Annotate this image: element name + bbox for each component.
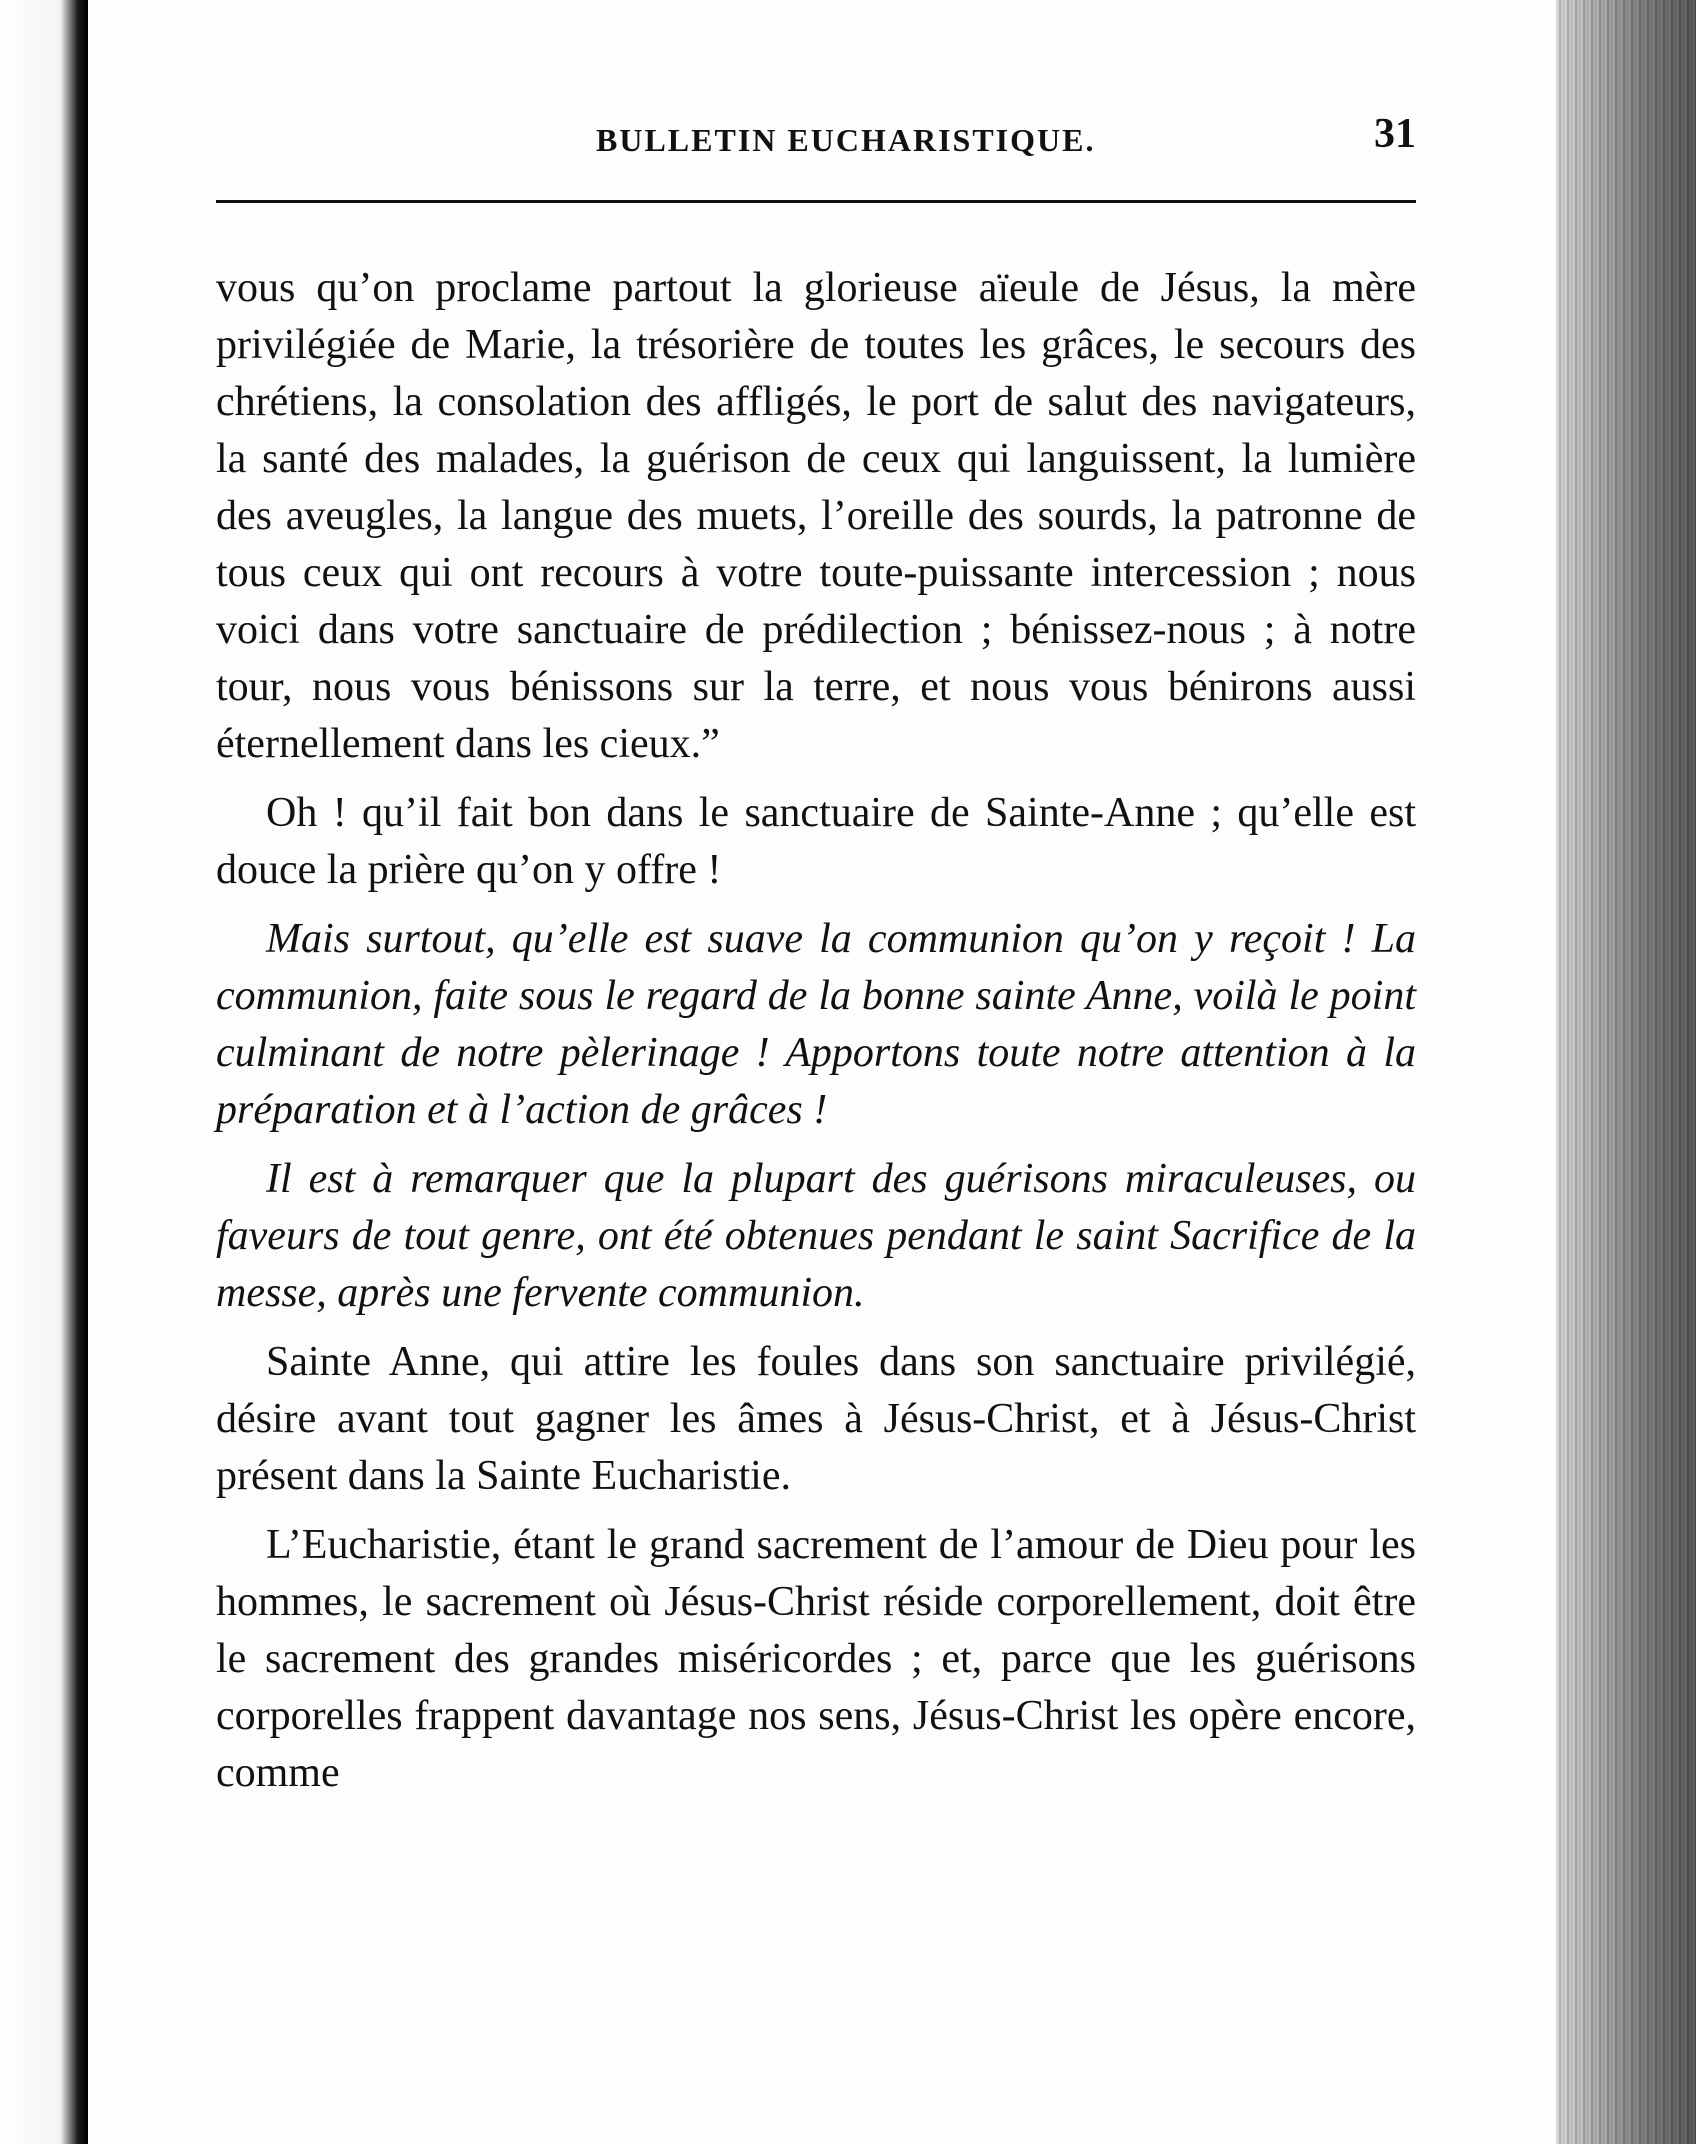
- book-page: [88, 0, 1556, 2144]
- header-rule: [216, 200, 1416, 203]
- book-gutter: [0, 0, 88, 2144]
- paragraph-continuation: vous qu’on proclame partout la glorieuse aïeule de Jésus, la mère privilégiée de Marie, la trésorière de toutes les grâces, le secours des chrétiens, la consolation des affligés, le port de salut des navigateurs, la santé des malades, la guérison de ceux qui languissent, la lumière des aveugles, la langue des muets, l’oreille des sourds, la patronne de tous ceux qui ont recours à votre toute-puissante intercession ; nous voici dans votre sanctuaire de prédilection ; bénissez-nous ; à notre tour, nous vous bénissons sur la terre, et nous vous bénirons aussi éternellement dans les cieux.”: [216, 265, 1416, 767]
- paragraph-italic: Mais surtout, qu’elle est suave la communion qu’on y reçoit ! La communion, faite sous le regard de la bonne sainte Anne, voilà le point culminant de notre pèlerinage ! Apportons toute notre attention à la préparation et à l’action de grâces !: [216, 916, 1416, 1133]
- paragraph: Oh ! qu’il fait bon dans le sanctuaire de Sainte-Anne ; qu’elle est douce la prière qu’on y offre !: [216, 790, 1416, 893]
- paragraph: Sainte Anne, qui attire les foules dans son sanctuaire privilégié, désire avant tout gagner les âmes à Jésus-Christ, et à Jésus-Christ présent dans la Sainte Eucharistie.: [216, 1339, 1416, 1499]
- paragraph-italic: Il est à remarquer que la plupart des guérisons miraculeuses, ou faveurs de tout genre, ont été obtenues pendant le saint Sacrifice de la messe, après une fervente communion.: [216, 1156, 1416, 1316]
- page-stack-edges: [1556, 0, 1696, 2144]
- body-text: [216, 260, 1416, 1814]
- paragraph: L’Eucharistie, étant le grand sacrement de l’amour de Dieu pour les hommes, le sacrement où Jésus-Christ réside corporellement, doit être le sacrement des grandes miséricordes ; et, parce que les guérisons corporelles frappent davantage nos sens, Jésus-Christ les opère encore, comme: [216, 1522, 1416, 1796]
- page-number: 31: [1374, 111, 1416, 157]
- running-title: BULLETIN EUCHARISTIQUE.: [596, 122, 1096, 158]
- page-header: [216, 110, 1416, 170]
